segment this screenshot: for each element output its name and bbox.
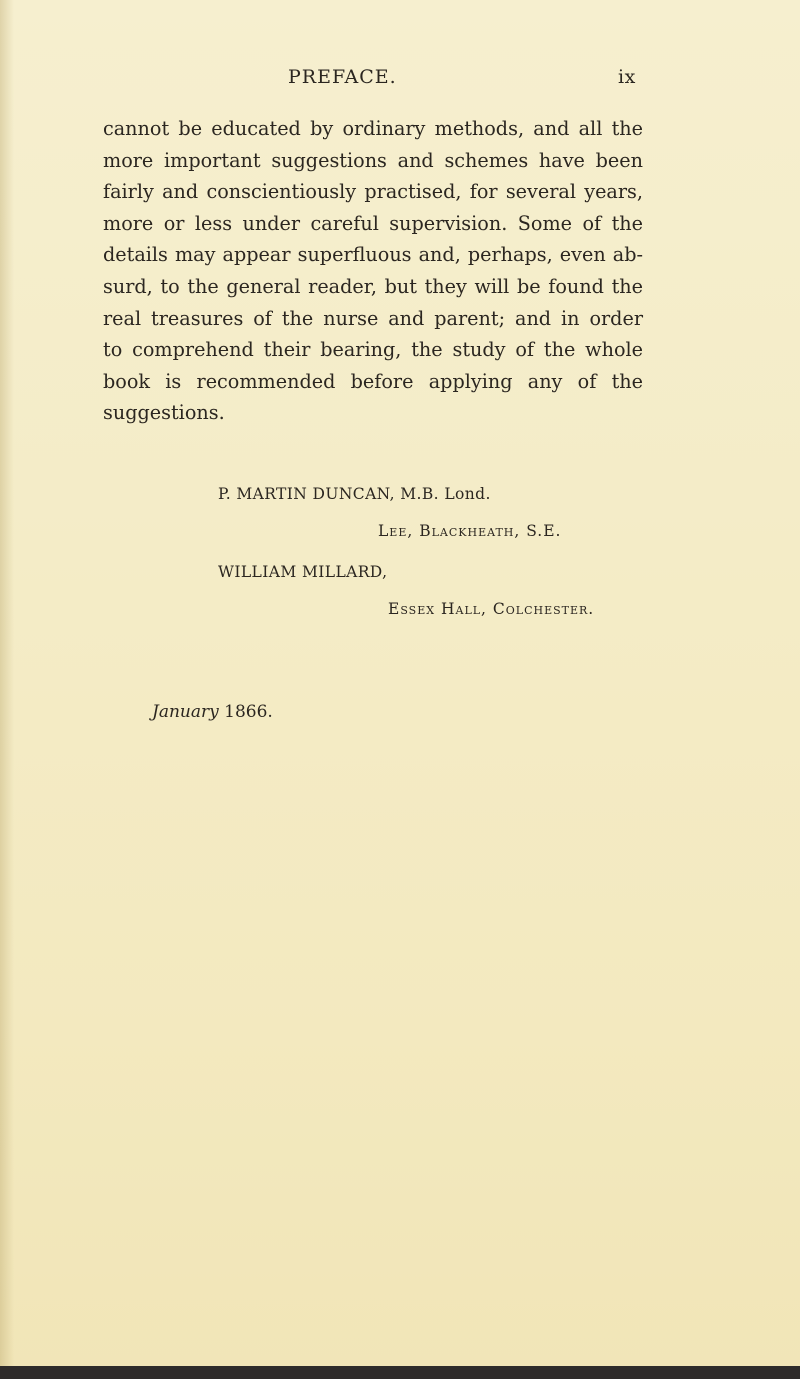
- text-line: book is recommended before applying any of the: [103, 369, 643, 393]
- running-title: PREFACE.: [288, 66, 397, 88]
- text-line: more or less under careful supervision. Some of the: [103, 211, 643, 235]
- text-line: fairly and conscientiously practised, for several years,: [103, 180, 643, 204]
- author-name-millard: WILLIAM MILLARD,: [218, 563, 388, 581]
- author-address-duncan: Lee, Blackheath, S.E.: [378, 522, 562, 540]
- running-header: [0, 66, 800, 96]
- text-line: to comprehend their bearing, the study of the whole: [103, 338, 643, 362]
- preface-date: [152, 702, 273, 722]
- author-address-millard: Essex Hall, Colchester.: [388, 600, 595, 618]
- text-line: cannot be educated by ordinary methods, and all the: [103, 117, 643, 140]
- text-line: suggestions.: [103, 401, 225, 425]
- text-line: surd, to the general reader, but they will be found the: [103, 274, 643, 298]
- text-line: real treasures of the nurse and parent; and in order: [103, 306, 643, 330]
- page-number: ix: [618, 66, 636, 88]
- preface-paragraph: [103, 113, 643, 429]
- scan-edge-bar: [0, 1366, 800, 1379]
- date-month: January: [152, 702, 219, 722]
- text-line: details may appear superfluous and, perhaps, even ab-: [103, 243, 643, 267]
- date-year: 1866.: [224, 702, 273, 722]
- author-name-duncan: P. MARTIN DUNCAN, M.B. Lond.: [218, 485, 491, 503]
- text-line: more important suggestions and schemes have been: [103, 148, 643, 172]
- page-gutter-shadow: [0, 0, 14, 1379]
